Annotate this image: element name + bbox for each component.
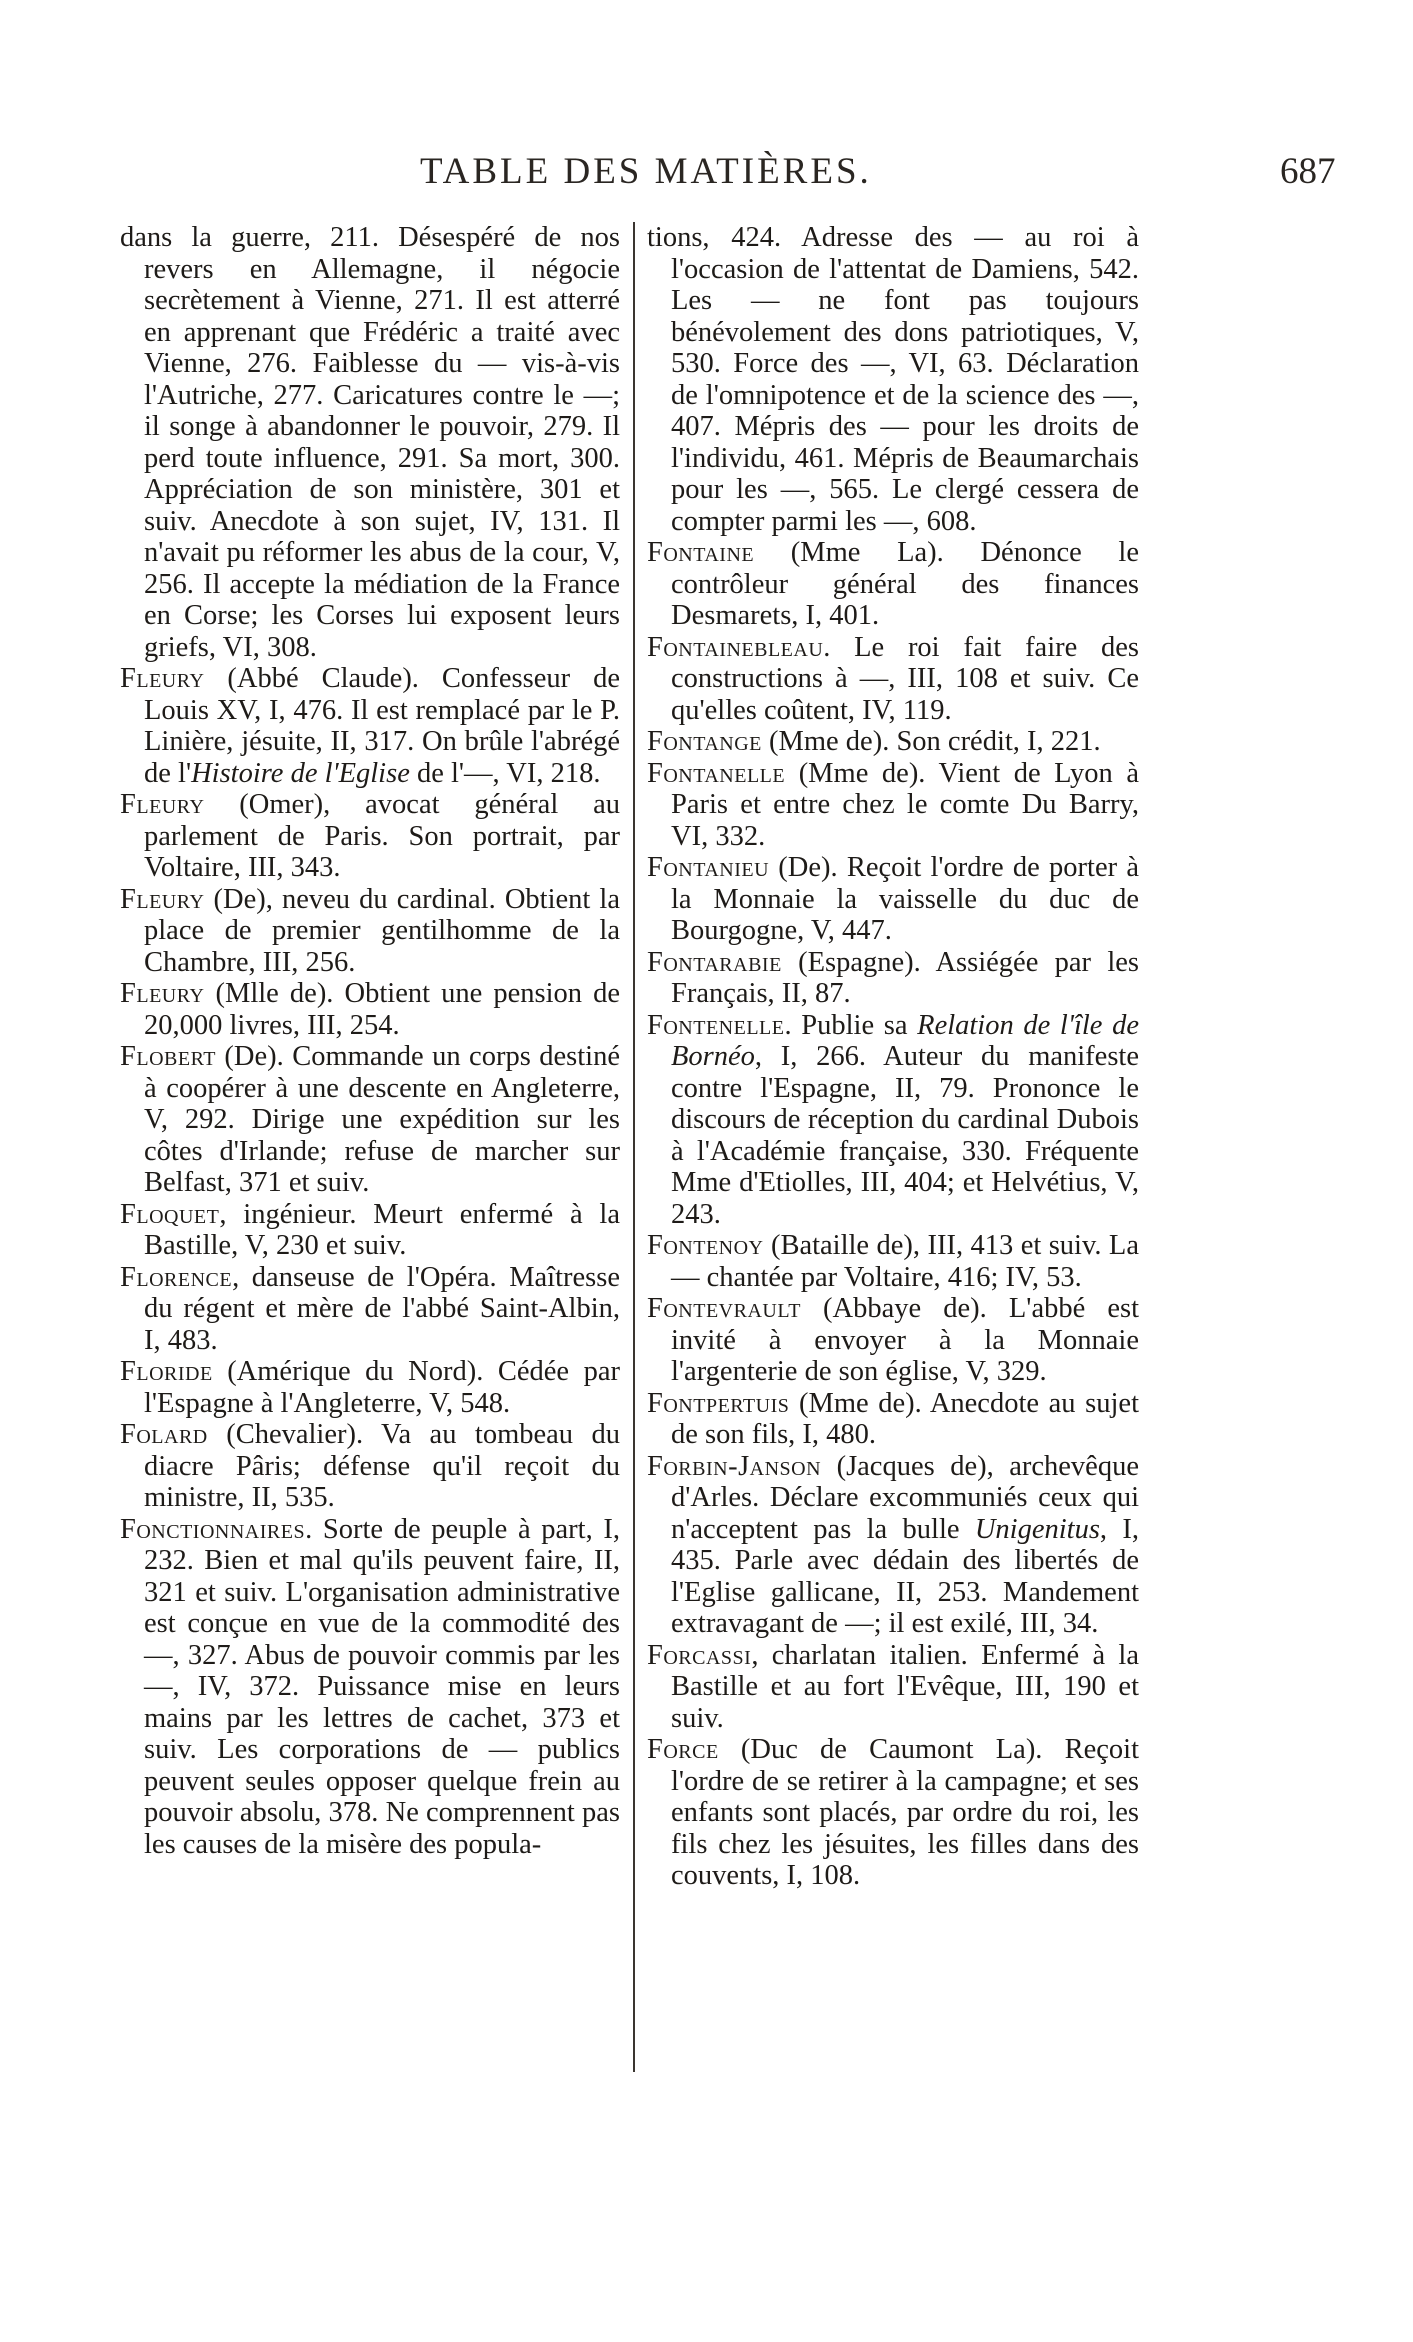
index-entry	[647, 1640, 1139, 1735]
entry-text: , ingénieur. Meurt enfermé à la Bastille, V, 230 et suiv.	[144, 1198, 620, 1261]
entry-headword: Folard	[120, 1419, 208, 1450]
entry-text-after: de l'—, VI, 218.	[409, 757, 601, 789]
entry-text: (Mme de). Son crédit, I, 221.	[761, 726, 1101, 757]
entry-text: , charlatan italien. Enfermé à la Bastille et au fort l'Evêque, III, 190 et suiv.	[671, 1639, 1139, 1734]
index-entry	[120, 1419, 620, 1514]
entry-headword: Forcassi	[647, 1639, 752, 1671]
entry-headword: Fontenelle	[647, 1009, 785, 1041]
entry-text: (Espagne). Assiégée par les Français, II, 87.	[671, 946, 1139, 1009]
entry-headword: Fontainebleau	[647, 631, 824, 663]
index-entry	[647, 1010, 1139, 1231]
entry-text: (Amérique du Nord). Cédée par l'Espagne à l'Angleterre, V, 548.	[144, 1356, 620, 1419]
page-number: 687	[1280, 151, 1336, 192]
entry-headword: Fontanelle	[647, 757, 786, 789]
entry-text: , danseuse de l'Opéra. Maîtresse du régent et mère de l'abbé Saint-Albin, I, 483.	[144, 1261, 620, 1356]
entry-text: dans la guerre, 211. Désespéré de nos revers en Allemagne, il négocie secrètement à Vienne, 271. Il est atterré en apprenant que Frédéric a traité avec Vienne, 276. Faiblesse du — vis-à-vis l'Autriche, 277. Caricatures contre le —; il songe à abandonner le pouvoir, 279. Il perd toute influence, 291. Sa mort, 300. Appréciation de son ministère, 301 et suiv. Anecdote à son sujet, IV, 131. Il n'avait pu réformer les abus de la cour, V, 256. Il accepte la médiation de la France en Corse; les Corses lui exposent leurs griefs, VI, 308.	[120, 222, 620, 663]
right-column	[647, 222, 1139, 1892]
entry-headword: Fontanieu	[647, 852, 770, 883]
entry-headword: Fontaine	[647, 537, 755, 568]
entry-text: (Mme La). Dénonce le contrôleur général des finances Desmarets, I, 401.	[671, 537, 1139, 631]
index-entry	[647, 852, 1139, 947]
entry-title-italic: Relation de l'île de Bornéo	[671, 1009, 1139, 1072]
entry-text: (De), neveu du cardinal. Obtient la place de premier gentilhomme de la Chambre, III, 256.	[144, 883, 620, 978]
index-entry	[647, 1230, 1139, 1293]
entry-headword: Florence	[120, 1261, 233, 1293]
entry-headword: Fontpertuis	[647, 1387, 790, 1419]
entry-title-italic: Histoire de l'Eglise	[191, 757, 410, 789]
index-entry	[647, 947, 1139, 1010]
index-entry	[120, 978, 620, 1041]
entry-text: (De). Reçoit l'ordre de porter à la Monnaie la vaisselle du duc de Bourgogne, V, 447.	[671, 852, 1139, 946]
index-entry	[647, 537, 1139, 632]
index-entry	[120, 1199, 620, 1262]
entry-headword: Floquet	[120, 1198, 220, 1230]
entry-text-after: , I, 266. Auteur du manifeste contre l'Espagne, II, 79. Prononce le discours de réception du cardinal Dubois à l'Académie française, 330. Fréquente Mme d'Etiolles, III, 404; et Helvétius, V, 243.	[671, 1041, 1139, 1230]
column-divider	[633, 222, 635, 2072]
entry-text: (Chevalier). Va au tombeau du diacre Pâris; défense qu'il reçoit du ministre, II, 535.	[144, 1419, 620, 1513]
entry-text: (Mme de). Anecdote au sujet de son fils, I, 480.	[671, 1387, 1139, 1450]
index-entry	[120, 663, 620, 789]
index-entry	[120, 1041, 620, 1199]
index-entry	[647, 1451, 1139, 1640]
index-entry	[647, 1388, 1139, 1451]
entry-headword: Fleury	[120, 789, 205, 820]
index-entry	[120, 1514, 620, 1861]
entry-text: (Abbé Claude). Confesseur de Louis XV, I, 476. Il est remplacé par le P. Linière, jésuite, II, 317. On brûle l'abrégé de l'	[144, 663, 620, 789]
entry-headword: Fontevrault	[647, 1293, 801, 1324]
index-entry	[120, 1356, 620, 1419]
entry-headword: Force	[647, 1734, 719, 1765]
entry-text: tions, 424. Adresse des — au roi à l'occasion de l'attentat de Damiens, 542. Les — ne font pas toujours bénévolement des dons patriotiques, V, 530. Force des —, VI, 63. Déclaration de l'omnipotence et de la science des —, 407. Mépris des — pour les droits de l'individu, 461. Mépris de Beaumarchais pour les —, 565. Le clergé cessera de compter parmi les —, 608.	[647, 222, 1139, 537]
entry-text: (Mme de). Vient de Lyon à Paris et entre chez le comte Du Barry, VI, 332.	[671, 757, 1139, 852]
entry-text: (Jacques de), archevêque d'Arles. Déclare excommuniés ceux qui n'acceptent pas la bulle	[671, 1450, 1139, 1545]
entry-text: . Sorte de peuple à part, I, 232. Bien et mal qu'ils peuvent faire, II, 321 et suiv. L'organisation administrative est conçue en vue de la commodité des —, 327. Abus de pouvoir commis par les —, IV, 372. Puissance mise en leurs mains par les lettres de cachet, 373 et suiv. Les corporations de — publics peuvent seules opposer quelque frein au pouvoir absolu, 378. Ne comprennent pas les causes de la misère des popula-	[144, 1513, 620, 1860]
entry-text: (Duc de Caumont La). Reçoit l'ordre de se retirer à la campagne; et ses enfants sont placés, par ordre du roi, les fils chez les jésuites, les filles dans des couvents, I, 108.	[671, 1734, 1139, 1891]
left-column	[120, 222, 620, 1860]
entry-text: (Omer), avocat général au parlement de Paris. Son portrait, par Voltaire, III, 343.	[144, 789, 620, 883]
entry-text: (Bataille de), III, 413 et suiv. La — chantée par Voltaire, 416; IV, 53.	[671, 1230, 1139, 1293]
entry-headword: Flobert	[120, 1041, 216, 1072]
entry-headword: Fontenoy	[647, 1230, 764, 1261]
entry-headword: Fontarabie	[647, 946, 782, 978]
index-entry	[647, 1734, 1139, 1892]
entry-headword: Fontange	[647, 726, 762, 757]
entry-headword: Fonctionnaires	[120, 1513, 306, 1545]
entry-text: (Abbaye de). L'abbé est invité à envoyer à la Monnaie l'argenterie de son église, V, 329.	[671, 1293, 1139, 1387]
index-entry	[647, 758, 1139, 853]
index-entry	[647, 1293, 1139, 1388]
index-entry	[120, 884, 620, 979]
index-entry	[647, 632, 1139, 727]
entry-title-italic: Unigenitus	[974, 1513, 1100, 1545]
entry-text: . Publie sa	[784, 1009, 918, 1041]
entry-headword: Floride	[120, 1356, 213, 1387]
index-entry	[120, 789, 620, 884]
index-entry	[120, 222, 620, 663]
index-entry	[647, 726, 1139, 758]
entry-headword: Fleury	[120, 663, 205, 694]
entry-headword: Fleury	[120, 883, 205, 915]
entry-text: . Le roi fait faire des constructions à —, III, 108 et suiv. Ce qu'elles coûtent, IV, 119.	[671, 631, 1139, 726]
entry-text-after: , I, 435. Parle avec dédain des libertés de l'Eglise gallicane, II, 253. Mandement extravagant de —; il est exilé, III, 34.	[671, 1513, 1139, 1639]
index-entry	[647, 222, 1139, 537]
page-title: TABLE DES MATIÈRES.	[420, 151, 872, 192]
running-header	[0, 150, 1413, 200]
entry-headword: Forbin-Janson	[647, 1450, 822, 1482]
index-entry	[120, 1262, 620, 1357]
entry-text: (Mlle de). Obtient une pension de 20,000 livres, III, 254.	[144, 978, 620, 1041]
entry-headword: Fleury	[120, 978, 205, 1009]
entry-text: (De). Commande un corps destiné à coopérer à une descente en Angleterre, V, 292. Dirige une expédition sur les côtes d'Irlande; refuse de marcher sur Belfast, 371 et suiv.	[144, 1041, 620, 1198]
